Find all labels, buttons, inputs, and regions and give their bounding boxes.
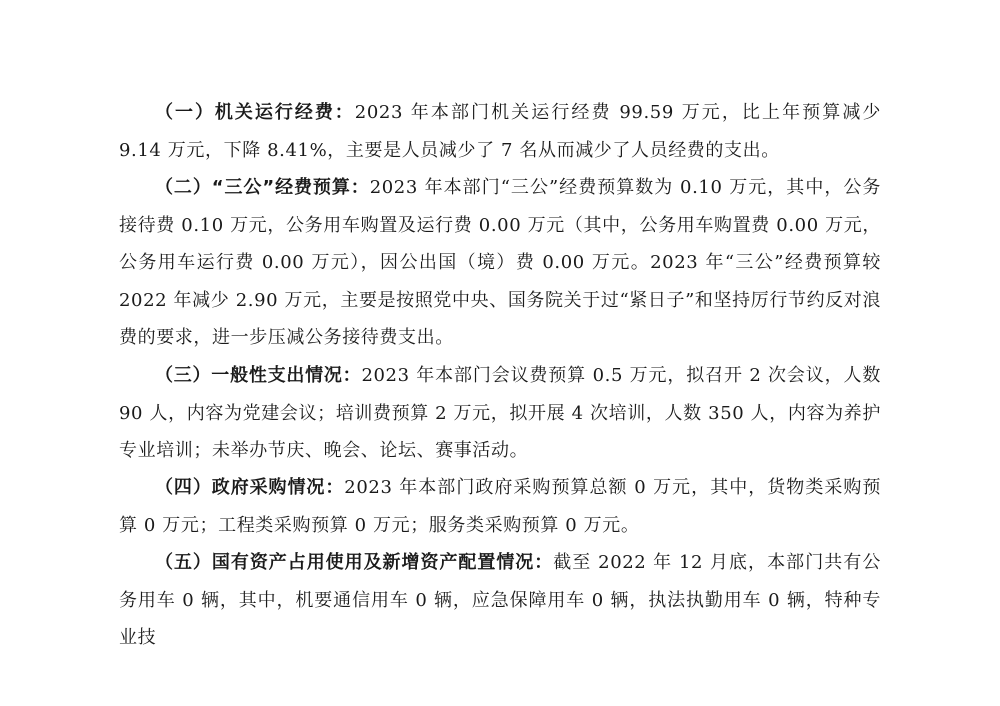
paragraph-operating-expenses bbox=[119, 94, 881, 169]
paragraph-body: 2023 年本部门会议费预算 0.5 万元，拟召开 2 次会议，人数 90 人，内容为党建会议；培训费预算 2 万元，拟开展 4 次培训，人数 350 人，内容为养护专业培训；未举办节庆、晚会、论坛、赛事活动。 bbox=[119, 365, 881, 461]
paragraph-three-public-expenses bbox=[119, 169, 881, 357]
paragraph-body: 2023 年本部门“三公”经费预算数为 0.10 万元，其中，公务接待费 0.10 万元，公务用车购置及运行费 0.00 万元（其中，公务用车购置费 0.00 万元，公务用车运行费 0.00 万元），因公出国（境）费 0.00 万元。2023 年“三公”经费预算较 2022 年减少 2.90 万元，主要是按照党中央、国务院关于过“紧日子”和坚持厉行节约反对浪费的要求，进一步压减公务接待费支出。 bbox=[119, 177, 881, 348]
paragraph-body: 截至 2022 年 12 月底，本部门共有公务用车 0 辆，其中，机要通信用车 0 辆，应急保障用车 0 辆，执法执勤用车 0 辆，特种专业技 bbox=[119, 552, 881, 648]
paragraph-heading: （二）“三公”经费预算： bbox=[155, 177, 370, 198]
paragraph-body: 2023 年本部门机关运行经费 99.59 万元，比上年预算减少 9.14 万元，下降 8.41%，主要是人员减少了 7 名从而减少了人员经费的支出。 bbox=[119, 102, 881, 161]
paragraph-heading: （五）国有资产占用使用及新增资产配置情况： bbox=[155, 552, 554, 573]
paragraph-heading: （三）一般性支出情况： bbox=[155, 365, 362, 386]
paragraph-general-expenditure bbox=[119, 357, 881, 470]
paragraph-state-assets bbox=[119, 544, 881, 657]
paragraph-heading: （四）政府采购情况： bbox=[155, 477, 345, 498]
paragraph-government-procurement bbox=[119, 469, 881, 544]
paragraph-heading: （一）机关运行经费： bbox=[155, 102, 355, 123]
paragraph-body: 2023 年本部门政府采购预算总额 0 万元，其中，货物类采购预算 0 万元；工程类采购预算 0 万元；服务类采购预算 0 万元。 bbox=[119, 477, 882, 536]
